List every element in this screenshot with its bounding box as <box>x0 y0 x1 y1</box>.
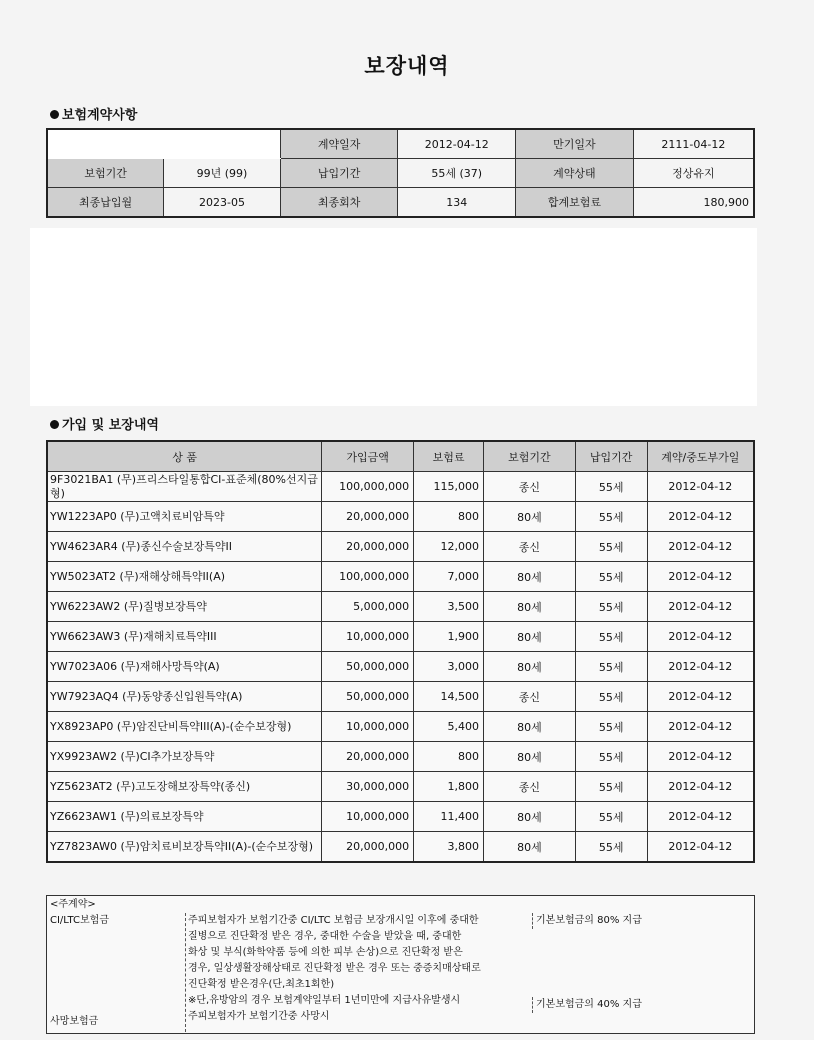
col-header-payment: 납입기간 <box>575 441 647 472</box>
payment-cell: 55세 <box>575 802 647 832</box>
notes-line: 진단확정 받은경우(단,최초1회한) <box>188 979 335 990</box>
notes-result-ci: 기본보험금의 80% 지급 <box>532 913 642 929</box>
coverage-row <box>47 532 754 562</box>
coverage-row <box>47 712 754 742</box>
amount-cell: 10,000,000 <box>322 802 414 832</box>
notes-heading: <주계약> <box>50 899 96 910</box>
col-header-amount: 가입금액 <box>322 441 414 472</box>
contract-row <box>47 159 754 188</box>
payment-cell: 55세 <box>575 742 647 772</box>
period-cell: 80세 <box>484 712 576 742</box>
notes-box <box>46 895 755 1034</box>
redacted-area <box>30 228 757 406</box>
payment-cell: 55세 <box>575 652 647 682</box>
date-cell: 2012-04-12 <box>647 622 754 652</box>
date-cell: 2012-04-12 <box>647 682 754 712</box>
product-cell: YW1223AP0 (무)고액치료비암특약 <box>47 502 322 532</box>
coverage-row <box>47 502 754 532</box>
date-cell: 2012-04-12 <box>647 742 754 772</box>
product-cell: YZ5623AT2 (무)고도장해보장특약(종신) <box>47 772 322 802</box>
coverage-row <box>47 622 754 652</box>
date-cell: 2012-04-12 <box>647 592 754 622</box>
status-value: 정상유지 <box>633 159 754 188</box>
product-cell: YW4623AR4 (무)종신수술보장특약II <box>47 532 322 562</box>
period-cell: 80세 <box>484 742 576 772</box>
last-count-label: 최종회차 <box>280 188 398 218</box>
date-cell: 2012-04-12 <box>647 562 754 592</box>
payment-cell: 55세 <box>575 502 647 532</box>
notes-line: 주피보험자가 보험기간중 사망시 <box>188 1011 330 1022</box>
amount-cell: 30,000,000 <box>322 772 414 802</box>
col-header-premium: 보험료 <box>414 441 484 472</box>
payment-cell: 55세 <box>575 682 647 712</box>
col-header-period: 보험기간 <box>484 441 576 472</box>
date-cell: 2012-04-12 <box>647 532 754 562</box>
premium-cell: 800 <box>414 742 484 772</box>
last-paid-label: 최종납입월 <box>47 188 164 218</box>
period-label: 보험기간 <box>47 159 164 188</box>
coverage-table <box>46 440 755 863</box>
period-cell: 80세 <box>484 622 576 652</box>
product-cell: YW7923AQ4 (무)동양종신입원특약(A) <box>47 682 322 712</box>
payment-period-value: 55세 (37) <box>398 159 516 188</box>
maturity-value: 2111-04-12 <box>633 129 754 159</box>
premium-cell: 3,800 <box>414 832 484 863</box>
period-cell: 종신 <box>484 682 576 712</box>
amount-cell: 100,000,000 <box>322 472 414 502</box>
notes-line: 질병으로 진단확정 받은 경우, 중대한 수술을 받았을 때, 중대한 <box>188 931 462 942</box>
page-title: 보장내역 <box>364 54 450 78</box>
notes-line: 화상 및 부식(화학약품 등에 의한 피부 손상)으로 진단확정 받은 <box>188 947 463 958</box>
amount-cell: 50,000,000 <box>322 682 414 712</box>
coverage-row <box>47 562 754 592</box>
amount-cell: 20,000,000 <box>322 502 414 532</box>
amount-cell: 50,000,000 <box>322 652 414 682</box>
notes-line: ※단,유방암의 경우 보험계약일부터 1년미만에 지급사유발생시 <box>188 995 461 1006</box>
status-label: 계약상태 <box>516 159 634 188</box>
amount-cell: 5,000,000 <box>322 592 414 622</box>
coverage-row <box>47 772 754 802</box>
payment-cell: 55세 <box>575 532 647 562</box>
notes-line: 주피보험자가 보험기간중 CI/LTC 보험금 보장개시일 이후에 중대한 <box>188 915 479 926</box>
amount-cell: 20,000,000 <box>322 532 414 562</box>
amount-cell: 20,000,000 <box>322 832 414 863</box>
contract-date-value: 2012-04-12 <box>398 129 516 159</box>
notes-body <box>185 913 526 1032</box>
coverage-header-row <box>47 441 754 472</box>
contract-section-heading: 보험계약사항 <box>50 104 137 123</box>
product-cell: 9F3021BA1 (무)프리스타일통합CI-표준체(80%선지급형) <box>47 472 322 502</box>
contract-row <box>47 129 754 159</box>
period-cell: 80세 <box>484 562 576 592</box>
date-cell: 2012-04-12 <box>647 832 754 863</box>
premium-cell: 800 <box>414 502 484 532</box>
coverage-row <box>47 742 754 772</box>
maturity-label: 만기일자 <box>516 129 634 159</box>
last-paid-value: 2023-05 <box>164 188 281 218</box>
date-cell: 2012-04-12 <box>647 802 754 832</box>
redacted-cell <box>47 129 280 159</box>
date-cell: 2012-04-12 <box>647 712 754 742</box>
premium-cell: 7,000 <box>414 562 484 592</box>
premium-cell: 11,400 <box>414 802 484 832</box>
period-cell: 80세 <box>484 832 576 863</box>
period-cell: 종신 <box>484 772 576 802</box>
contract-table <box>46 128 755 218</box>
product-cell: YX9923AW2 (무)CI추가보장특약 <box>47 742 322 772</box>
period-cell: 80세 <box>484 652 576 682</box>
premium-cell: 14,500 <box>414 682 484 712</box>
product-cell: YW5023AT2 (무)재해상해특약II(A) <box>47 562 322 592</box>
product-cell: YW6223AW2 (무)질병보장특약 <box>47 592 322 622</box>
amount-cell: 100,000,000 <box>322 562 414 592</box>
contract-row <box>47 188 754 218</box>
notes-result-death: 기본보험금의 40% 지급 <box>532 997 642 1013</box>
coverage-row <box>47 592 754 622</box>
product-cell: YX8923AP0 (무)암진단비특약III(A)-(순수보장형) <box>47 712 322 742</box>
payment-cell: 55세 <box>575 772 647 802</box>
total-premium-label: 합계보험료 <box>516 188 634 218</box>
payment-cell: 55세 <box>575 562 647 592</box>
col-header-product: 상 품 <box>47 441 322 472</box>
date-cell: 2012-04-12 <box>647 652 754 682</box>
premium-cell: 3,500 <box>414 592 484 622</box>
premium-cell: 12,000 <box>414 532 484 562</box>
payment-cell: 55세 <box>575 832 647 863</box>
amount-cell: 10,000,000 <box>322 622 414 652</box>
date-cell: 2012-04-12 <box>647 502 754 532</box>
product-cell: YZ7823AW0 (무)암치료비보장특약II(A)-(순수보장형) <box>47 832 322 863</box>
coverage-row <box>47 472 754 502</box>
product-cell: YW6623AW3 (무)재해치료특약III <box>47 622 322 652</box>
premium-cell: 3,000 <box>414 652 484 682</box>
payment-cell: 55세 <box>575 712 647 742</box>
payment-cell: 55세 <box>575 592 647 622</box>
notes-label-ci: CI/LTC보험금 <box>50 915 109 926</box>
premium-cell: 115,000 <box>414 472 484 502</box>
amount-cell: 10,000,000 <box>322 712 414 742</box>
payment-cell: 55세 <box>575 472 647 502</box>
total-premium-value: 180,900 <box>633 188 754 218</box>
col-header-date: 계약/중도부가일 <box>647 441 754 472</box>
contract-date-label: 계약일자 <box>280 129 398 159</box>
product-cell: YW7023A06 (무)재해사망특약(A) <box>47 652 322 682</box>
period-cell: 80세 <box>484 802 576 832</box>
period-cell: 80세 <box>484 502 576 532</box>
payment-cell: 55세 <box>575 622 647 652</box>
coverage-row <box>47 802 754 832</box>
period-cell: 종신 <box>484 532 576 562</box>
coverage-row <box>47 682 754 712</box>
period-value: 99년 (99) <box>164 159 281 188</box>
notes-line: 경우, 일상생활장해상태로 진단확정 받은 경우 또는 중증치매상태로 <box>188 963 481 974</box>
amount-cell: 20,000,000 <box>322 742 414 772</box>
payment-period-label: 납입기간 <box>280 159 398 188</box>
coverage-row <box>47 832 754 863</box>
premium-cell: 5,400 <box>414 712 484 742</box>
period-cell: 80세 <box>484 592 576 622</box>
premium-cell: 1,800 <box>414 772 484 802</box>
product-cell: YZ6623AW1 (무)의료보장특약 <box>47 802 322 832</box>
bullet-icon <box>50 420 59 429</box>
date-cell: 2012-04-12 <box>647 772 754 802</box>
bullet-icon <box>50 110 59 119</box>
notes-label-death: 사망보험금 <box>50 1016 99 1027</box>
premium-cell: 1,900 <box>414 622 484 652</box>
period-cell: 종신 <box>484 472 576 502</box>
coverage-row <box>47 652 754 682</box>
last-count-value: 134 <box>398 188 516 218</box>
date-cell: 2012-04-12 <box>647 472 754 502</box>
coverage-section-heading: 가입 및 보장내역 <box>50 414 159 433</box>
